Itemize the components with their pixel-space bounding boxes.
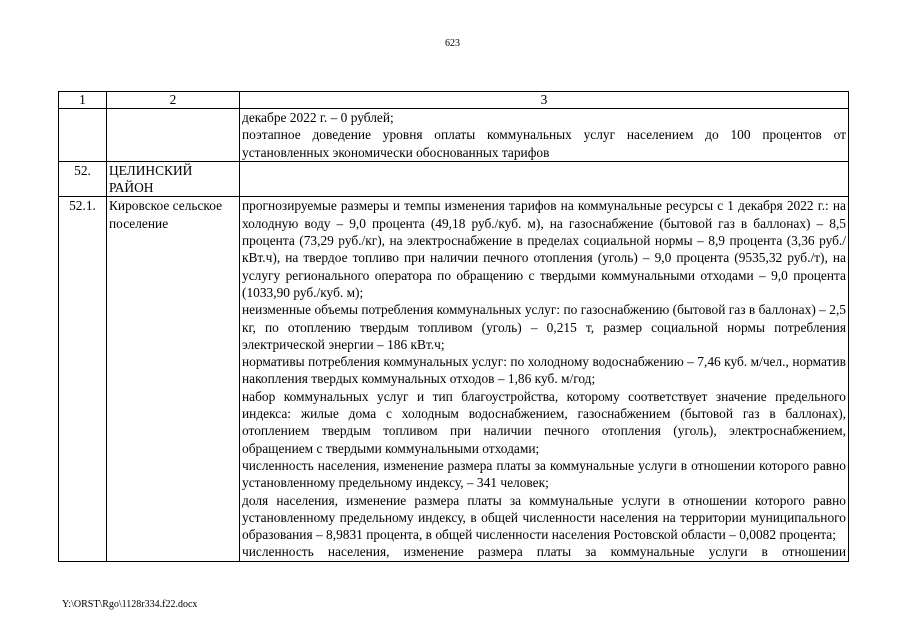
content-paragraph: поэтапное доведение уровня оплаты коммунальных услуг населением до 100 процентов от установленных экономически обоснованных тарифов [242,127,846,160]
row-name: Кировское сельское поселение [107,197,240,561]
header-cell-2: 2 [107,92,240,109]
page-number: 623 [445,38,460,49]
row-content [240,197,849,561]
content-paragraph: набор коммунальных услуг и тип благоустройства, которому соответствует значение предельного индекса: жилые дома с холодным водоснабжением, газоснабжением (бытовой газ в баллонах), отоплением твердым топливом при наличии печного отопления (уголь), электроснабжением, обращением с твердыми коммунальными отходами; [242,388,846,456]
content-paragraph: неизменные объемы потребления коммунальных услуг: по газоснабжению (бытовой газ в баллонах) – 2,5 кг, по отоплению твердым топливом (уголь) – 0,215 т, размер социальной нормы потребления электрической энергии – 186 кВт.ч; [242,302,846,352]
content-paragraph: нормативы потребления коммунальных услуг: по холодному водоснабжению – 7,46 куб. м/чел., норматив накопления твердых коммунальных отходов – 1,86 куб. м/год; [242,354,846,387]
header-cell-1: 1 [59,92,107,109]
content-paragraph: декабре 2022 г. – 0 рублей; [242,110,394,125]
data-table [58,91,849,562]
row-number: 52. [59,161,107,197]
table-header-row [59,92,849,109]
row-name: ЦЕЛИНСКИЙ РАЙОН [107,161,240,197]
row-content [240,161,849,197]
content-paragraph: численность населения, изменение размера платы за коммунальные услуги в отношении [242,544,846,560]
table-row [59,161,849,197]
content-paragraph: численность населения, изменение размера платы за коммунальные услуги в отношении которого равно установленному предельному индексу, – 341 человек; [242,457,846,491]
file-path-footer: Y:\ORST\Rgo\1128r334.f22.docx [62,599,198,610]
content-paragraph: прогнозируемые размеры и темпы изменения тарифов на коммунальные ресурсы с 1 декабря 2022 г.: на холодную воду – 9,0 процента (49,18 руб./куб. м), на газоснабжение (бытовой газ в баллонах) – 8,5 процента (73,29 руб./кг), на электроснабжение в пределах социальной нормы – 8,9 процента (3,36 руб./кВт.ч), на твердое топливо при наличии печного отопления (уголь) – 9,0 процента (9535,32 руб./т), на услугу регионального оператора по обращению с твердыми коммунальными отходами – 9,0 процента (1033,90 руб./куб. м); [242,198,846,300]
table-row [59,109,849,162]
header-cell-3: 3 [240,92,849,109]
row-name [107,109,240,162]
content-paragraph: доля населения, изменение размера платы за коммунальные услуги в отношении которого равно установленному предельному индексу, в общей численности населения на территории муниципального образования – 8,9831 процента, в общей численности населения Ростовской области – 0,0082 процента; [242,492,846,543]
table-row [59,197,849,561]
row-content [240,109,849,162]
row-number [59,109,107,162]
row-number: 52.1. [59,197,107,561]
